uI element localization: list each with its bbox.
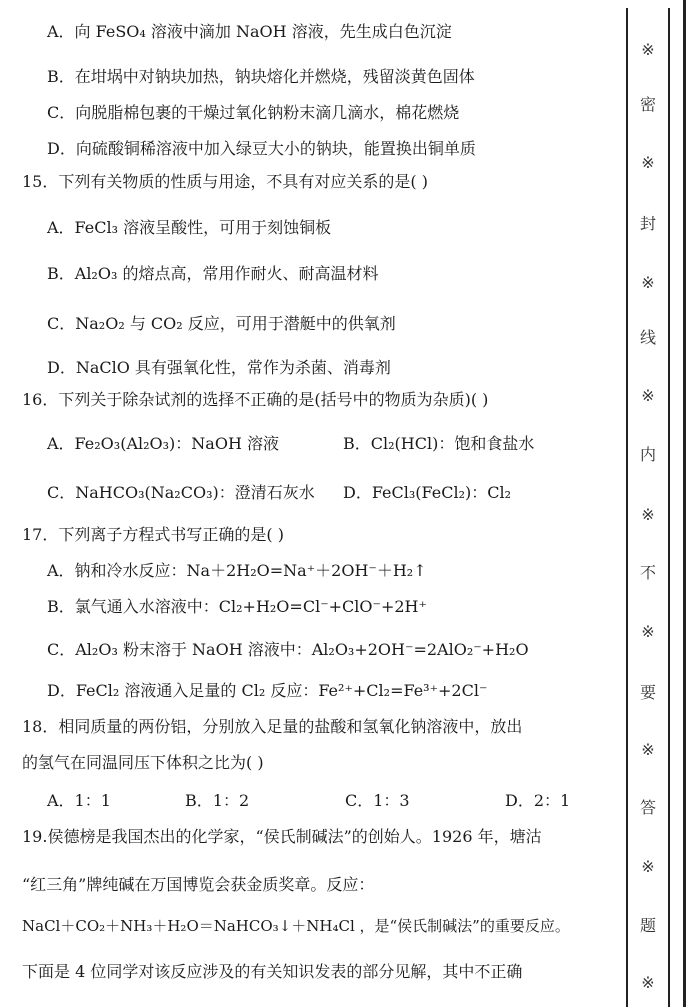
q16-option-d: D．FeCl₃(FeCl₂)：Cl₂ <box>343 483 512 502</box>
q17-option-a: A．钠和冷水反应：Na＋2H₂O=Na⁺＋2OH⁻＋H₂↑ <box>47 561 427 580</box>
q14-option-a: A．向 FeSO₄ 溶液中滴加 NaOH 溶液，先生成白色沉淀 <box>47 22 452 41</box>
question-19-cont: “红三角”牌纯碱在万国博览会获金质奖章。反应： <box>22 875 375 894</box>
margin-star: ※ <box>641 153 655 172</box>
margin-star: ※ <box>641 740 655 759</box>
margin-char: 题 <box>639 916 656 935</box>
margin-char: 答 <box>639 798 656 817</box>
margin-char: 密 <box>639 95 656 114</box>
q18-option-a: A．1：1 <box>47 791 111 810</box>
question-19-prompt: 下面是 4 位同学对该反应涉及的有关知识发表的部分见解，其中不正确 <box>22 962 523 981</box>
q18-option-b: B．1：2 <box>185 791 250 810</box>
q17-option-d: D．FeCl₂ 溶液通入足量的 Cl₂ 反应：Fe²⁺+Cl₂=Fe³⁺+2Cl⁻ <box>47 681 488 700</box>
q16-option-a: A．Fe₂O₃(Al₂O₃)：NaOH 溶液 <box>47 434 279 453</box>
q15-option-c: C．Na₂O₂ 与 CO₂ 反应，可用于潜艇中的供氧剂 <box>47 314 396 333</box>
margin-star: ※ <box>641 857 655 876</box>
margin-char: 内 <box>639 445 656 464</box>
question-16: 16．下列关于除杂试剂的选择不正确的是(括号中的物质为杂质)( ) <box>22 390 489 409</box>
margin-star: ※ <box>641 386 655 405</box>
margin-star: ※ <box>641 973 655 992</box>
margin-star: ※ <box>641 40 655 59</box>
q17-option-c: C．Al₂O₃ 粉末溶于 NaOH 溶液中：Al₂O₃+2OH⁻=2AlO₂⁻+H₂O <box>47 640 529 659</box>
margin-char: 线 <box>639 328 656 347</box>
q15-option-a: A．FeCl₃ 溶液呈酸性，可用于刻蚀铜板 <box>47 218 332 237</box>
margin-char: 不 <box>639 563 656 582</box>
question-19: 19.侯德榜是我国杰出的化学家，“侯氏制碱法”的创始人。1926 年，塘沽 <box>22 827 542 846</box>
margin-star: ※ <box>641 273 655 292</box>
q17-option-b: B．氯气通入水溶液中：Cl₂+H₂O=Cl⁻+ClO⁻+2H⁺ <box>47 597 427 616</box>
q16-option-b: B．Cl₂(HCl)：饱和食盐水 <box>343 434 535 453</box>
q18-option-d: D．2：1 <box>505 791 571 810</box>
margin-star: ※ <box>641 622 655 641</box>
question-17: 17．下列离子方程式书写正确的是( ) <box>22 525 284 544</box>
binding-margin <box>626 0 670 1007</box>
q16-option-c: C．NaHCO₃(Na₂CO₃)：澄清石灰水 <box>47 483 315 502</box>
q15-option-d: D．NaClO 具有强氧化性，常作为杀菌、消毒剂 <box>47 358 391 377</box>
question-19-equation: NaCl＋CO₂＋NH₃＋H₂O＝NaHCO₃↓＋NH₄Cl ，是“侯氏制碱法”的重要反应。 <box>22 917 570 935</box>
outer-rule <box>683 0 686 1007</box>
q15-option-b: B．Al₂O₃ 的熔点高，常用作耐火、耐高温材料 <box>47 264 379 283</box>
q18-option-c: C．1：3 <box>345 791 410 810</box>
margin-char: 要 <box>639 683 656 702</box>
q14-option-b: B．在坩埚中对钠块加热，钠块熔化并燃烧，残留淡黄色固体 <box>47 67 475 86</box>
margin-char: 封 <box>639 214 656 233</box>
question-18-cont: 的氢气在同温同压下体积之比为( ) <box>22 753 264 772</box>
q14-option-c: C．向脱脂棉包裹的干燥过氧化钠粉末滴几滴水，棉花燃烧 <box>47 103 460 122</box>
q14-option-d: D．向硫酸铜稀溶液中加入绿豆大小的钠块，能置换出铜单质 <box>47 139 476 158</box>
margin-star: ※ <box>641 505 655 524</box>
question-15: 15．下列有关物质的性质与用途，不具有对应关系的是( ) <box>22 172 428 191</box>
question-18: 18．相同质量的两份铝，分别放入足量的盐酸和氢氧化钠溶液中，放出 <box>22 717 523 736</box>
